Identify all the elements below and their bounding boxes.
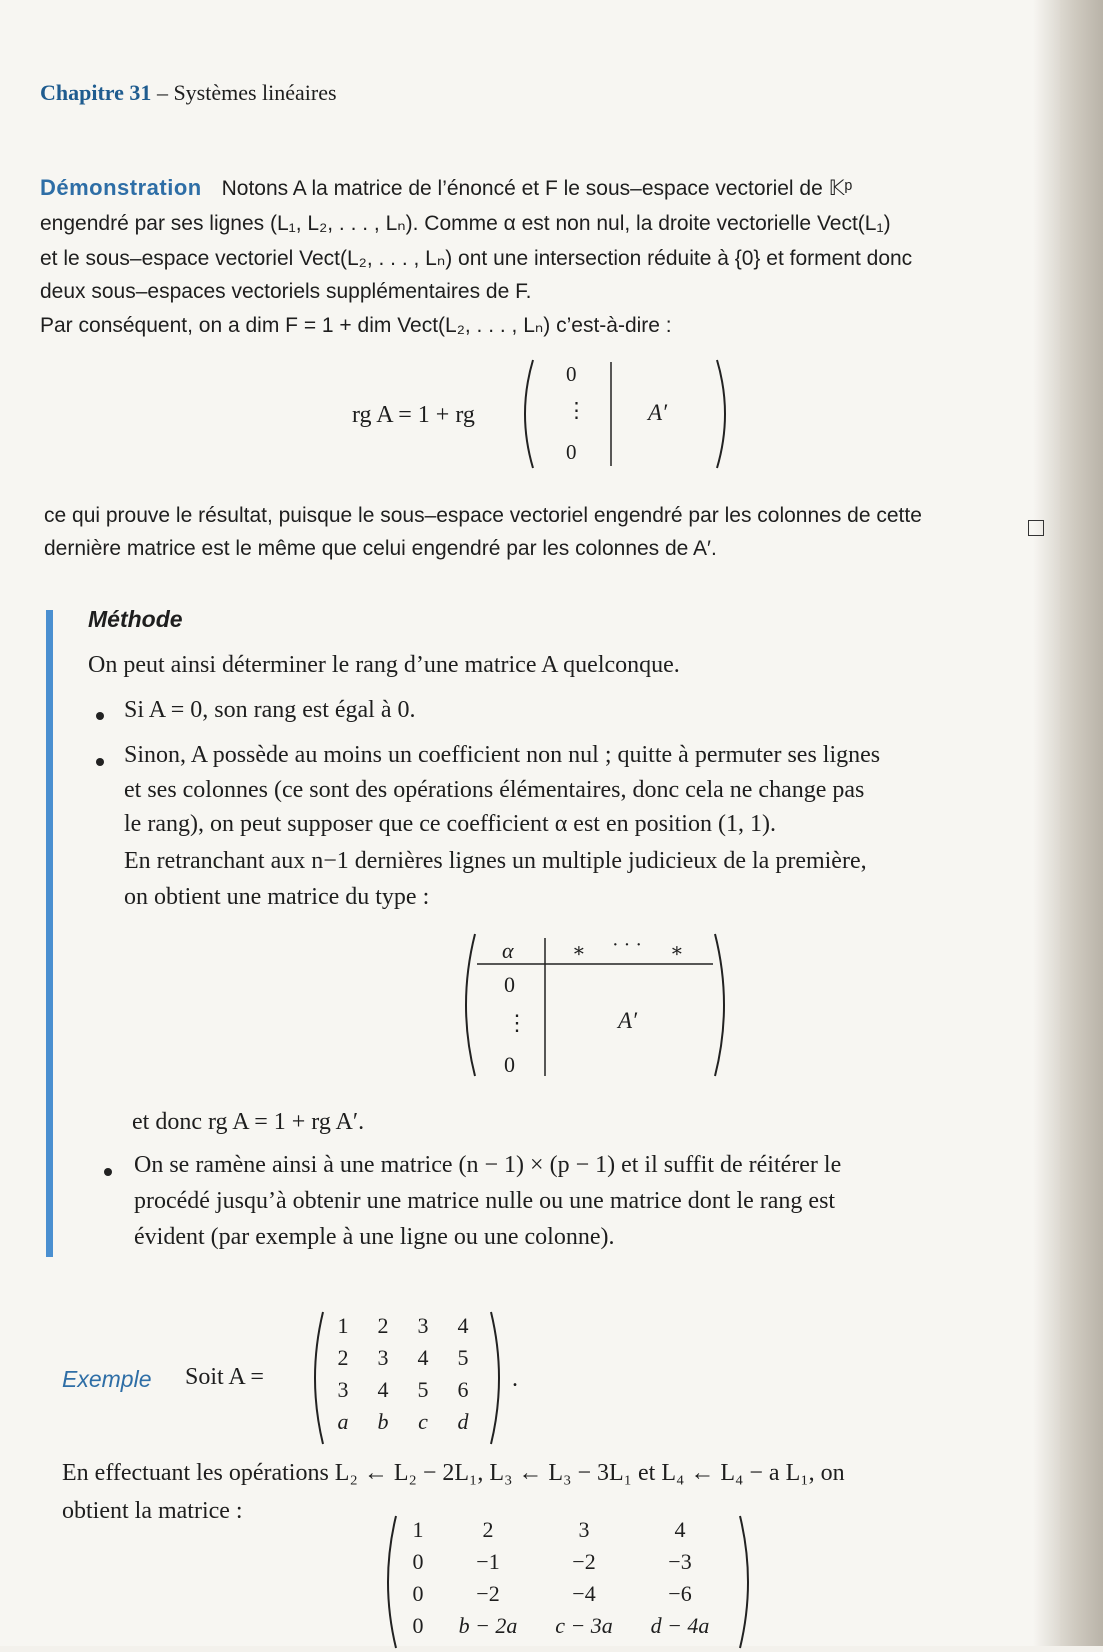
- matrix-cell: d: [457, 1409, 469, 1434]
- matrix-zero-2: 0: [504, 1052, 515, 1077]
- matrix-cell: 4: [674, 1517, 686, 1542]
- demo-line-4: deux sous–espaces vectoriels supplémentaires de F.: [40, 280, 532, 303]
- method-bullet-3-line-2: procédé jusqu’à obtenir une matrice nulle ou une matrice dont le rang est: [134, 1188, 836, 1214]
- matrix-cell: d − 4a: [650, 1613, 710, 1638]
- matrix-cell: 3: [377, 1345, 389, 1370]
- demo-line-3: et le sous–espace vectoriel Vect(L₂, . . . , Lₙ) ont une intersection réduite à {0} et forment donc: [40, 247, 913, 270]
- example-result-matrix: [396, 1514, 728, 1642]
- matrix-cell: 4: [377, 1377, 389, 1402]
- matrix-star-1: ∗: [572, 940, 586, 962]
- matrix-row: [323, 1374, 483, 1406]
- matrix-row: [396, 1546, 728, 1578]
- matrix-row: [323, 1342, 483, 1374]
- matrix-row: [396, 1514, 728, 1546]
- matrix-cell: 5: [417, 1377, 429, 1402]
- matrix-dots: · · ·: [612, 934, 642, 956]
- matrix-aprime: A′: [618, 1008, 638, 1033]
- right-paren: [715, 934, 724, 1076]
- matrix-star-2: ∗: [670, 940, 684, 962]
- method-intro: On peut ainsi déterminer le rang d’une matrice A quelconque.: [88, 652, 680, 678]
- demo-line-2: engendré par ses lignes (L₁, L₂, . . . , Lₙ). Comme α est non nul, la droite vectorielle Vect(L₁): [40, 212, 891, 235]
- method-title: Méthode: [88, 606, 183, 632]
- page-gutter-shadow: [1033, 0, 1103, 1646]
- matrix-cell: −1: [476, 1549, 500, 1574]
- matrix-cell: 3: [337, 1377, 349, 1402]
- left-paren: [315, 1312, 323, 1444]
- matrix-cell: 6: [457, 1377, 469, 1402]
- left-paren: [525, 360, 533, 468]
- chapter-title: – Systèmes linéaires: [156, 80, 337, 105]
- right-paren: [740, 1516, 748, 1648]
- method-matrix: [455, 930, 735, 1080]
- matrix-cell: a: [337, 1409, 349, 1434]
- matrix-cell: −4: [572, 1581, 596, 1606]
- matrix-cell: −6: [668, 1581, 692, 1606]
- matrix-row: [396, 1610, 728, 1642]
- method-bullet-2-line-2: et ses colonnes (ce sont des opérations élémentaires, donc cela ne change pas: [124, 777, 865, 803]
- method-bullet-3-line-3: évident (par exemple à une ligne ou une colonne).: [134, 1224, 615, 1250]
- example-label: Exemple: [62, 1366, 152, 1392]
- left-paren: [388, 1516, 396, 1648]
- bullet-icon: [96, 712, 104, 720]
- chapter-header: [40, 80, 337, 106]
- example-period: .: [512, 1366, 518, 1392]
- matrix-cell: 4: [457, 1313, 469, 1338]
- demo-line-5: Par conséquent, on a dim F = 1 + dim Vect(L₂, . . . , Lₙ) c’est-à-dire :: [40, 314, 672, 337]
- matrix-cell: 4: [417, 1345, 429, 1370]
- method-bullet-1: Si A = 0, son rang est égal à 0.: [124, 697, 416, 723]
- matrix-cell: 0: [412, 1549, 424, 1574]
- col-top: 0: [566, 362, 577, 386]
- matrix-cell: 2: [377, 1313, 389, 1338]
- matrix-cell: c − 3a: [555, 1613, 613, 1638]
- matrix-cell: b: [377, 1409, 389, 1434]
- right-paren: [717, 360, 725, 468]
- demo-line-1: [40, 172, 852, 205]
- block-matrix: [515, 358, 735, 470]
- col-mid: ⋮: [566, 398, 587, 422]
- method-bullet-3-line-1: On se ramène ainsi à une matrice (n − 1) × (p − 1) et il suffit de réitérer le: [134, 1152, 842, 1178]
- matrix-alpha: α: [502, 938, 514, 963]
- example-operations-2: obtient la matrice :: [62, 1498, 243, 1524]
- matrix-cell: −2: [476, 1581, 500, 1606]
- demo-line-7: dernière matrice est le même que celui engendré par les colonnes de A′.: [44, 537, 717, 560]
- example-operations: En effectuant les opérations L₂ ← L₂ − 2L₁, L₃ ← L₃ − 3L₁ et L₄ ← L₄ − a L₁, on: [62, 1460, 845, 1486]
- matrix-cell: 2: [337, 1345, 349, 1370]
- matrix-cell: c: [418, 1409, 428, 1434]
- method-conclusion: et donc rg A = 1 + rg A′.: [132, 1109, 365, 1135]
- matrix-vdots: ⋮: [506, 1010, 528, 1035]
- method-bullet-2-line-5: on obtient une matrice du type :: [124, 884, 430, 910]
- qed-square-icon: [1028, 520, 1044, 536]
- block-aprime: A′: [648, 400, 668, 425]
- demo-label: Démonstration: [40, 175, 202, 200]
- method-bullet-2-line-1: Sinon, A possède au moins un coefficient non nul ; quitte à permuter ses lignes: [124, 742, 881, 768]
- matrix-zero-1: 0: [504, 972, 515, 997]
- left-paren: [466, 934, 475, 1076]
- method-bullet-2-line-4: En retranchant aux n−1 dernières lignes un multiple judicieux de la première,: [124, 848, 867, 874]
- demo-line-6: ce qui prouve le résultat, puisque le sous–espace vectoriel engendré par les colonnes de cette: [44, 504, 922, 527]
- matrix-cell: 3: [417, 1313, 429, 1338]
- formula-lhs: rg A = 1 + rg: [352, 402, 475, 428]
- matrix-row: [323, 1310, 483, 1342]
- matrix-cell: b − 2a: [458, 1613, 518, 1638]
- matrix-row: [323, 1406, 483, 1438]
- method-side-bar: [46, 610, 53, 1257]
- demo-text-1: Notons A la matrice de l’énoncé et F le sous–espace vectoriel de 𝕂ᵖ: [221, 177, 853, 200]
- matrix-cell: −3: [668, 1549, 692, 1574]
- bullet-icon: [104, 1168, 112, 1176]
- matrix-row: [396, 1578, 728, 1610]
- method-bullet-2-line-3: le rang), on peut supposer que ce coefficient α est en position (1, 1).: [124, 811, 776, 837]
- matrix-cell: 3: [578, 1517, 590, 1542]
- example-soit: Soit A =: [185, 1364, 264, 1390]
- matrix-cell: −2: [572, 1549, 596, 1574]
- matrix-cell: 1: [412, 1517, 424, 1542]
- bullet-icon: [96, 758, 104, 766]
- col-bot: 0: [566, 440, 577, 464]
- right-paren: [491, 1312, 499, 1444]
- matrix-cell: 0: [412, 1613, 424, 1638]
- matrix-cell: 5: [457, 1345, 469, 1370]
- chapter-number: Chapitre 31: [40, 80, 152, 105]
- matrix-cell: 2: [482, 1517, 494, 1542]
- matrix-cell: 1: [337, 1313, 349, 1338]
- matrix-cell: 0: [412, 1581, 424, 1606]
- example-matrix-a: [323, 1310, 483, 1438]
